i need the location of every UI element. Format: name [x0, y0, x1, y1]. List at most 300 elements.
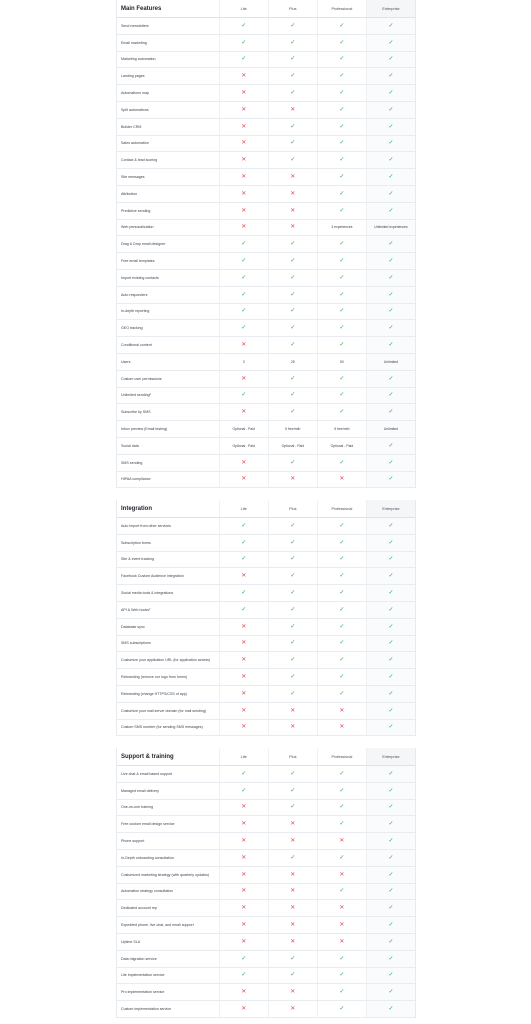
plan-cell: [268, 518, 317, 534]
check-icon: ✓: [339, 989, 345, 996]
check-icon: ✓: [241, 955, 247, 962]
plan-cell: [317, 421, 366, 437]
plan-cell: [268, 102, 317, 118]
cross-icon: ✕: [241, 804, 247, 811]
plan-cell: [317, 68, 366, 84]
check-icon: ✓: [290, 90, 296, 97]
cross-icon: ✕: [290, 476, 296, 483]
plan-cell: [268, 619, 317, 635]
feature-label: Split automations: [121, 107, 149, 112]
plan-cell: [268, 354, 317, 370]
check-icon: ✓: [388, 190, 394, 197]
check-icon: ✓: [388, 476, 394, 483]
check-icon: ✓: [290, 274, 296, 281]
check-icon: ✓: [388, 325, 394, 332]
check-icon: ✓: [388, 409, 394, 416]
cross-icon: ✕: [241, 657, 247, 664]
plan-cell: [366, 602, 415, 618]
check-icon: ✓: [388, 690, 394, 697]
plan-cell: [219, 388, 268, 404]
feature-label: Site & event tracking: [121, 557, 154, 562]
table-row: [117, 270, 415, 287]
plan-cell: [268, 438, 317, 454]
plan-cell: [268, 535, 317, 551]
plan-column-header: Professional: [317, 0, 366, 17]
check-icon: ✓: [290, 22, 296, 29]
plan-cell: [317, 136, 366, 152]
table-row: [117, 968, 415, 985]
plan-cell: [317, 968, 366, 984]
feature-label: Database sync: [121, 624, 145, 629]
plan-cell: [219, 136, 268, 152]
plan-cell: [268, 18, 317, 34]
cross-icon: ✕: [339, 938, 345, 945]
cross-icon: ✕: [241, 476, 247, 483]
check-icon: ✓: [388, 674, 394, 681]
plan-cell: [366, 783, 415, 799]
cross-icon: ✕: [290, 224, 296, 231]
table-row: [117, 455, 415, 472]
check-icon: ✓: [290, 573, 296, 580]
feature-label: Phone support: [121, 839, 145, 844]
plan-cell: [268, 552, 317, 568]
table-row: [117, 585, 415, 602]
feature-label: Import existing contacts: [121, 275, 159, 280]
plan-cell: [268, 720, 317, 736]
plan-cell: [366, 136, 415, 152]
check-icon: ✓: [388, 522, 394, 529]
cell-text: 3: [242, 359, 245, 364]
check-icon: ✓: [339, 640, 345, 647]
plan-cell: [366, 850, 415, 866]
plan-cell: [268, 388, 317, 404]
check-icon: ✓: [339, 573, 345, 580]
table-row: [117, 1001, 415, 1018]
plan-cell: [268, 850, 317, 866]
plan-cell: [219, 833, 268, 849]
section-title: Main Features: [121, 5, 162, 12]
table-row: [117, 220, 415, 237]
plan-cell: [317, 783, 366, 799]
check-icon: ✓: [241, 539, 247, 546]
check-icon: ✓: [290, 972, 296, 979]
feature-label: Contact & lead scoring: [121, 158, 158, 163]
feature-label: Predictive sending: [121, 208, 151, 213]
check-icon: ✓: [388, 392, 394, 399]
plan-column-header: Plus: [268, 0, 317, 17]
plan-cell: [317, 552, 366, 568]
feature-label: Customized marketing strategy (with quarterly updates): [121, 872, 210, 877]
feature-label: Lite implementation service: [121, 973, 165, 978]
cross-icon: ✕: [241, 375, 247, 382]
plan-cell: [219, 320, 268, 336]
check-icon: ✓: [388, 459, 394, 466]
feature-label: Site messages: [121, 175, 145, 180]
feature-label: Web personalization: [121, 225, 154, 230]
plan-cell: [268, 136, 317, 152]
plan-cell: [268, 152, 317, 168]
plan-cell: [219, 472, 268, 488]
feature-label: Send newsletters: [121, 23, 149, 28]
check-icon: ✓: [388, 854, 394, 861]
plan-cell: [268, 800, 317, 816]
cell-text: 50: [340, 359, 344, 364]
plan-cell: [366, 552, 415, 568]
table-row: [117, 535, 415, 552]
table-row: [117, 18, 415, 35]
cross-icon: ✕: [290, 821, 296, 828]
cell-text: Unlimited: [383, 359, 399, 364]
check-icon: ✓: [388, 770, 394, 777]
cross-icon: ✕: [339, 905, 345, 912]
feature-label: Social media tools & integrations: [121, 591, 174, 596]
check-icon: ✓: [388, 590, 394, 597]
check-icon: ✓: [339, 308, 345, 315]
plan-cell: [366, 800, 415, 816]
check-icon: ✓: [290, 258, 296, 265]
check-icon: ✓: [388, 955, 394, 962]
plan-cell: [366, 236, 415, 252]
check-icon: ✓: [388, 707, 394, 714]
plan-cell: [366, 619, 415, 635]
check-icon: ✓: [339, 1006, 345, 1013]
plan-cell: [268, 669, 317, 685]
plan-cell: [268, 337, 317, 353]
table-row: [117, 85, 415, 102]
plan-cell: [219, 270, 268, 286]
check-icon: ✓: [241, 56, 247, 63]
table-row: [117, 35, 415, 52]
check-icon: ✓: [241, 308, 247, 315]
check-icon: ✓: [388, 573, 394, 580]
check-icon: ✓: [290, 522, 296, 529]
plan-cell: [219, 968, 268, 984]
plan-cell: [219, 152, 268, 168]
feature-label: Managed email delivery: [121, 788, 159, 793]
feature-label: In-Depth onboarding consultation: [121, 855, 174, 860]
plan-cell: [366, 636, 415, 652]
plan-cell: [366, 833, 415, 849]
plan-cell: [219, 220, 268, 236]
check-icon: ✓: [290, 392, 296, 399]
plan-cell: [317, 203, 366, 219]
plan-cell: [366, 867, 415, 883]
table-row: [117, 253, 415, 270]
plan-cell: [219, 52, 268, 68]
check-icon: ✓: [388, 174, 394, 181]
feature-label: SMS subscriptions: [121, 641, 151, 646]
cross-icon: ✕: [241, 573, 247, 580]
plan-cell: [317, 287, 366, 303]
plan-cell: [366, 720, 415, 736]
plan-cell: [366, 371, 415, 387]
plan-cell: [219, 421, 268, 437]
table-row: [117, 304, 415, 321]
check-icon: ✓: [339, 522, 345, 529]
feature-label: Automations map: [121, 91, 149, 96]
plan-cell: [268, 52, 317, 68]
plan-cell: [219, 984, 268, 1000]
check-icon: ✓: [388, 241, 394, 248]
check-icon: ✓: [290, 804, 296, 811]
check-icon: ✓: [339, 770, 345, 777]
plan-cell: [268, 404, 317, 420]
check-icon: ✓: [339, 241, 345, 248]
cross-icon: ✕: [241, 459, 247, 466]
plan-cell: [366, 52, 415, 68]
plan-cell: [366, 951, 415, 967]
plan-cell: [219, 186, 268, 202]
plan-column-header: Plus: [268, 500, 317, 517]
integration-table: [116, 500, 416, 736]
check-icon: ✓: [388, 1006, 394, 1013]
plan-cell: [317, 52, 366, 68]
feature-label: Customize your application URL (for application access): [121, 658, 211, 663]
check-icon: ✓: [339, 888, 345, 895]
plan-cell: [317, 800, 366, 816]
cross-icon: ✕: [241, 640, 247, 647]
cross-icon: ✕: [241, 157, 247, 164]
check-icon: ✓: [241, 39, 247, 46]
cross-icon: ✕: [241, 90, 247, 97]
check-icon: ✓: [290, 241, 296, 248]
plan-cell: [268, 421, 317, 437]
check-icon: ✓: [388, 989, 394, 996]
cross-icon: ✕: [241, 106, 247, 113]
cross-icon: ✕: [241, 838, 247, 845]
check-icon: ✓: [339, 325, 345, 332]
plan-cell: [268, 766, 317, 782]
cross-icon: ✕: [241, 342, 247, 349]
plan-cell: [268, 652, 317, 668]
plan-cell: [219, 253, 268, 269]
section-title: Integration: [121, 505, 152, 512]
table-row: [117, 320, 415, 337]
check-icon: ✓: [241, 590, 247, 597]
plan-cell: [268, 35, 317, 51]
check-icon: ✓: [290, 157, 296, 164]
feature-label: One-on-one training: [121, 805, 153, 810]
section-header: [117, 748, 415, 766]
table-row: [117, 203, 415, 220]
check-icon: ✓: [241, 522, 247, 529]
plan-cell: [366, 535, 415, 551]
table-row: [117, 686, 415, 703]
check-icon: ✓: [290, 657, 296, 664]
check-icon: ✓: [290, 342, 296, 349]
plan-cell: [219, 354, 268, 370]
check-icon: ✓: [339, 39, 345, 46]
feature-label: Rebranding (remove our logo from forms): [121, 675, 188, 680]
plan-cell: [317, 304, 366, 320]
check-icon: ✓: [290, 375, 296, 382]
plan-cell: [219, 1001, 268, 1017]
table-row: [117, 136, 415, 153]
check-icon: ✓: [290, 590, 296, 597]
check-icon: ✓: [339, 690, 345, 697]
cross-icon: ✕: [339, 724, 345, 731]
plan-cell: [219, 800, 268, 816]
cross-icon: ✕: [339, 707, 345, 714]
feature-label: SMS sending: [121, 460, 143, 465]
table-row: [117, 119, 415, 136]
plan-cell: [219, 236, 268, 252]
table-row: [117, 52, 415, 69]
plan-cell: [366, 337, 415, 353]
plan-cell: [268, 455, 317, 471]
plan-cell: [317, 371, 366, 387]
table-row: [117, 186, 415, 203]
plan-cell: [366, 35, 415, 51]
plan-cell: [268, 585, 317, 601]
check-icon: ✓: [339, 787, 345, 794]
cross-icon: ✕: [241, 724, 247, 731]
cross-icon: ✕: [241, 674, 247, 681]
plan-cell: [219, 535, 268, 551]
plan-cell: [268, 85, 317, 101]
check-icon: ✓: [290, 955, 296, 962]
check-icon: ✓: [388, 838, 394, 845]
plan-column-header: Lite: [219, 748, 268, 765]
check-icon: ✓: [241, 274, 247, 281]
table-row: [117, 337, 415, 354]
plan-cell: [219, 669, 268, 685]
plan-cell: [366, 984, 415, 1000]
check-icon: ✓: [388, 342, 394, 349]
feature-label: Rebranding (change HTTPS/CSS of app): [121, 691, 187, 696]
plan-cell: [317, 585, 366, 601]
check-icon: ✓: [339, 258, 345, 265]
plan-cell: [366, 320, 415, 336]
plan-cell: [219, 951, 268, 967]
table-row: [117, 783, 415, 800]
plan-cell: [317, 102, 366, 118]
plan-cell: [268, 472, 317, 488]
feature-label: Expedited phone, live chat, and email support: [121, 923, 194, 928]
plan-cell: [366, 270, 415, 286]
feature-label: Email marketing: [121, 40, 147, 45]
cross-icon: ✕: [241, 190, 247, 197]
cross-icon: ✕: [241, 888, 247, 895]
table-row: [117, 236, 415, 253]
table-row: [117, 438, 415, 455]
plan-cell: [268, 119, 317, 135]
feature-label: Free email templates: [121, 259, 155, 264]
plan-cell: [219, 337, 268, 353]
plan-cell: [366, 119, 415, 135]
plan-cell: [366, 568, 415, 584]
feature-label: Subscription forms: [121, 540, 151, 545]
check-icon: ✓: [241, 325, 247, 332]
feature-label: Automation strategy consultation: [121, 889, 174, 894]
check-icon: ✓: [388, 56, 394, 63]
check-icon: ✓: [290, 640, 296, 647]
table-row: [117, 652, 415, 669]
check-icon: ✓: [339, 674, 345, 681]
plan-cell: [317, 270, 366, 286]
cross-icon: ✕: [290, 190, 296, 197]
table-row: [117, 518, 415, 535]
cross-icon: ✕: [290, 207, 296, 214]
plan-cell: [268, 186, 317, 202]
cross-icon: ✕: [241, 871, 247, 878]
table-row: [117, 917, 415, 934]
check-icon: ✓: [290, 459, 296, 466]
feature-label: Custom user permissions: [121, 376, 162, 381]
plan-cell: [366, 304, 415, 320]
table-row: [117, 371, 415, 388]
feature-label: Users: [121, 359, 131, 364]
check-icon: ✓: [339, 106, 345, 113]
plan-cell: [219, 900, 268, 916]
cross-icon: ✕: [290, 838, 296, 845]
check-icon: ✓: [388, 821, 394, 828]
check-icon: ✓: [339, 539, 345, 546]
plan-cell: [268, 568, 317, 584]
table-row: [117, 552, 415, 569]
plan-cell: [317, 535, 366, 551]
check-icon: ✓: [388, 972, 394, 979]
check-icon: ✓: [339, 804, 345, 811]
check-icon: ✓: [339, 657, 345, 664]
plan-cell: [317, 85, 366, 101]
table-row: [117, 619, 415, 636]
feature-label: In-depth reporting: [121, 309, 150, 314]
plan-cell: [317, 951, 366, 967]
plan-cell: [317, 169, 366, 185]
check-icon: ✓: [339, 606, 345, 613]
plan-cell: [366, 686, 415, 702]
section-header: [117, 0, 415, 18]
check-icon: ✓: [339, 90, 345, 97]
plan-cell: [317, 652, 366, 668]
table-row: [117, 68, 415, 85]
table-row: [117, 404, 415, 421]
table-row: [117, 388, 415, 405]
check-icon: ✓: [241, 241, 247, 248]
plan-column-header: Enterprise: [366, 0, 415, 17]
table-row: [117, 602, 415, 619]
table-row: [117, 472, 415, 489]
table-row: [117, 884, 415, 901]
plan-cell: [219, 35, 268, 51]
plan-cell: [268, 253, 317, 269]
plan-cell: [219, 766, 268, 782]
check-icon: ✓: [388, 556, 394, 563]
check-icon: ✓: [290, 56, 296, 63]
cell-text: 3 experiences: [331, 225, 353, 230]
check-icon: ✓: [339, 972, 345, 979]
feature-label: Drag & Drop email designer: [121, 242, 166, 247]
plan-cell: [219, 850, 268, 866]
plan-cell: [268, 686, 317, 702]
plan-cell: [268, 371, 317, 387]
plan-cell: [219, 636, 268, 652]
cross-icon: ✕: [241, 854, 247, 861]
plan-cell: [219, 703, 268, 719]
plan-cell: [268, 236, 317, 252]
check-icon: ✓: [388, 442, 394, 449]
check-icon: ✓: [339, 174, 345, 181]
plan-cell: [219, 455, 268, 471]
table-row: [117, 421, 415, 438]
feature-label: Uptime SLA: [121, 939, 141, 944]
plan-cell: [366, 169, 415, 185]
feature-label: Sales automation: [121, 141, 149, 146]
cross-icon: ✕: [241, 623, 247, 630]
cross-icon: ✕: [241, 707, 247, 714]
cross-icon: ✕: [290, 724, 296, 731]
